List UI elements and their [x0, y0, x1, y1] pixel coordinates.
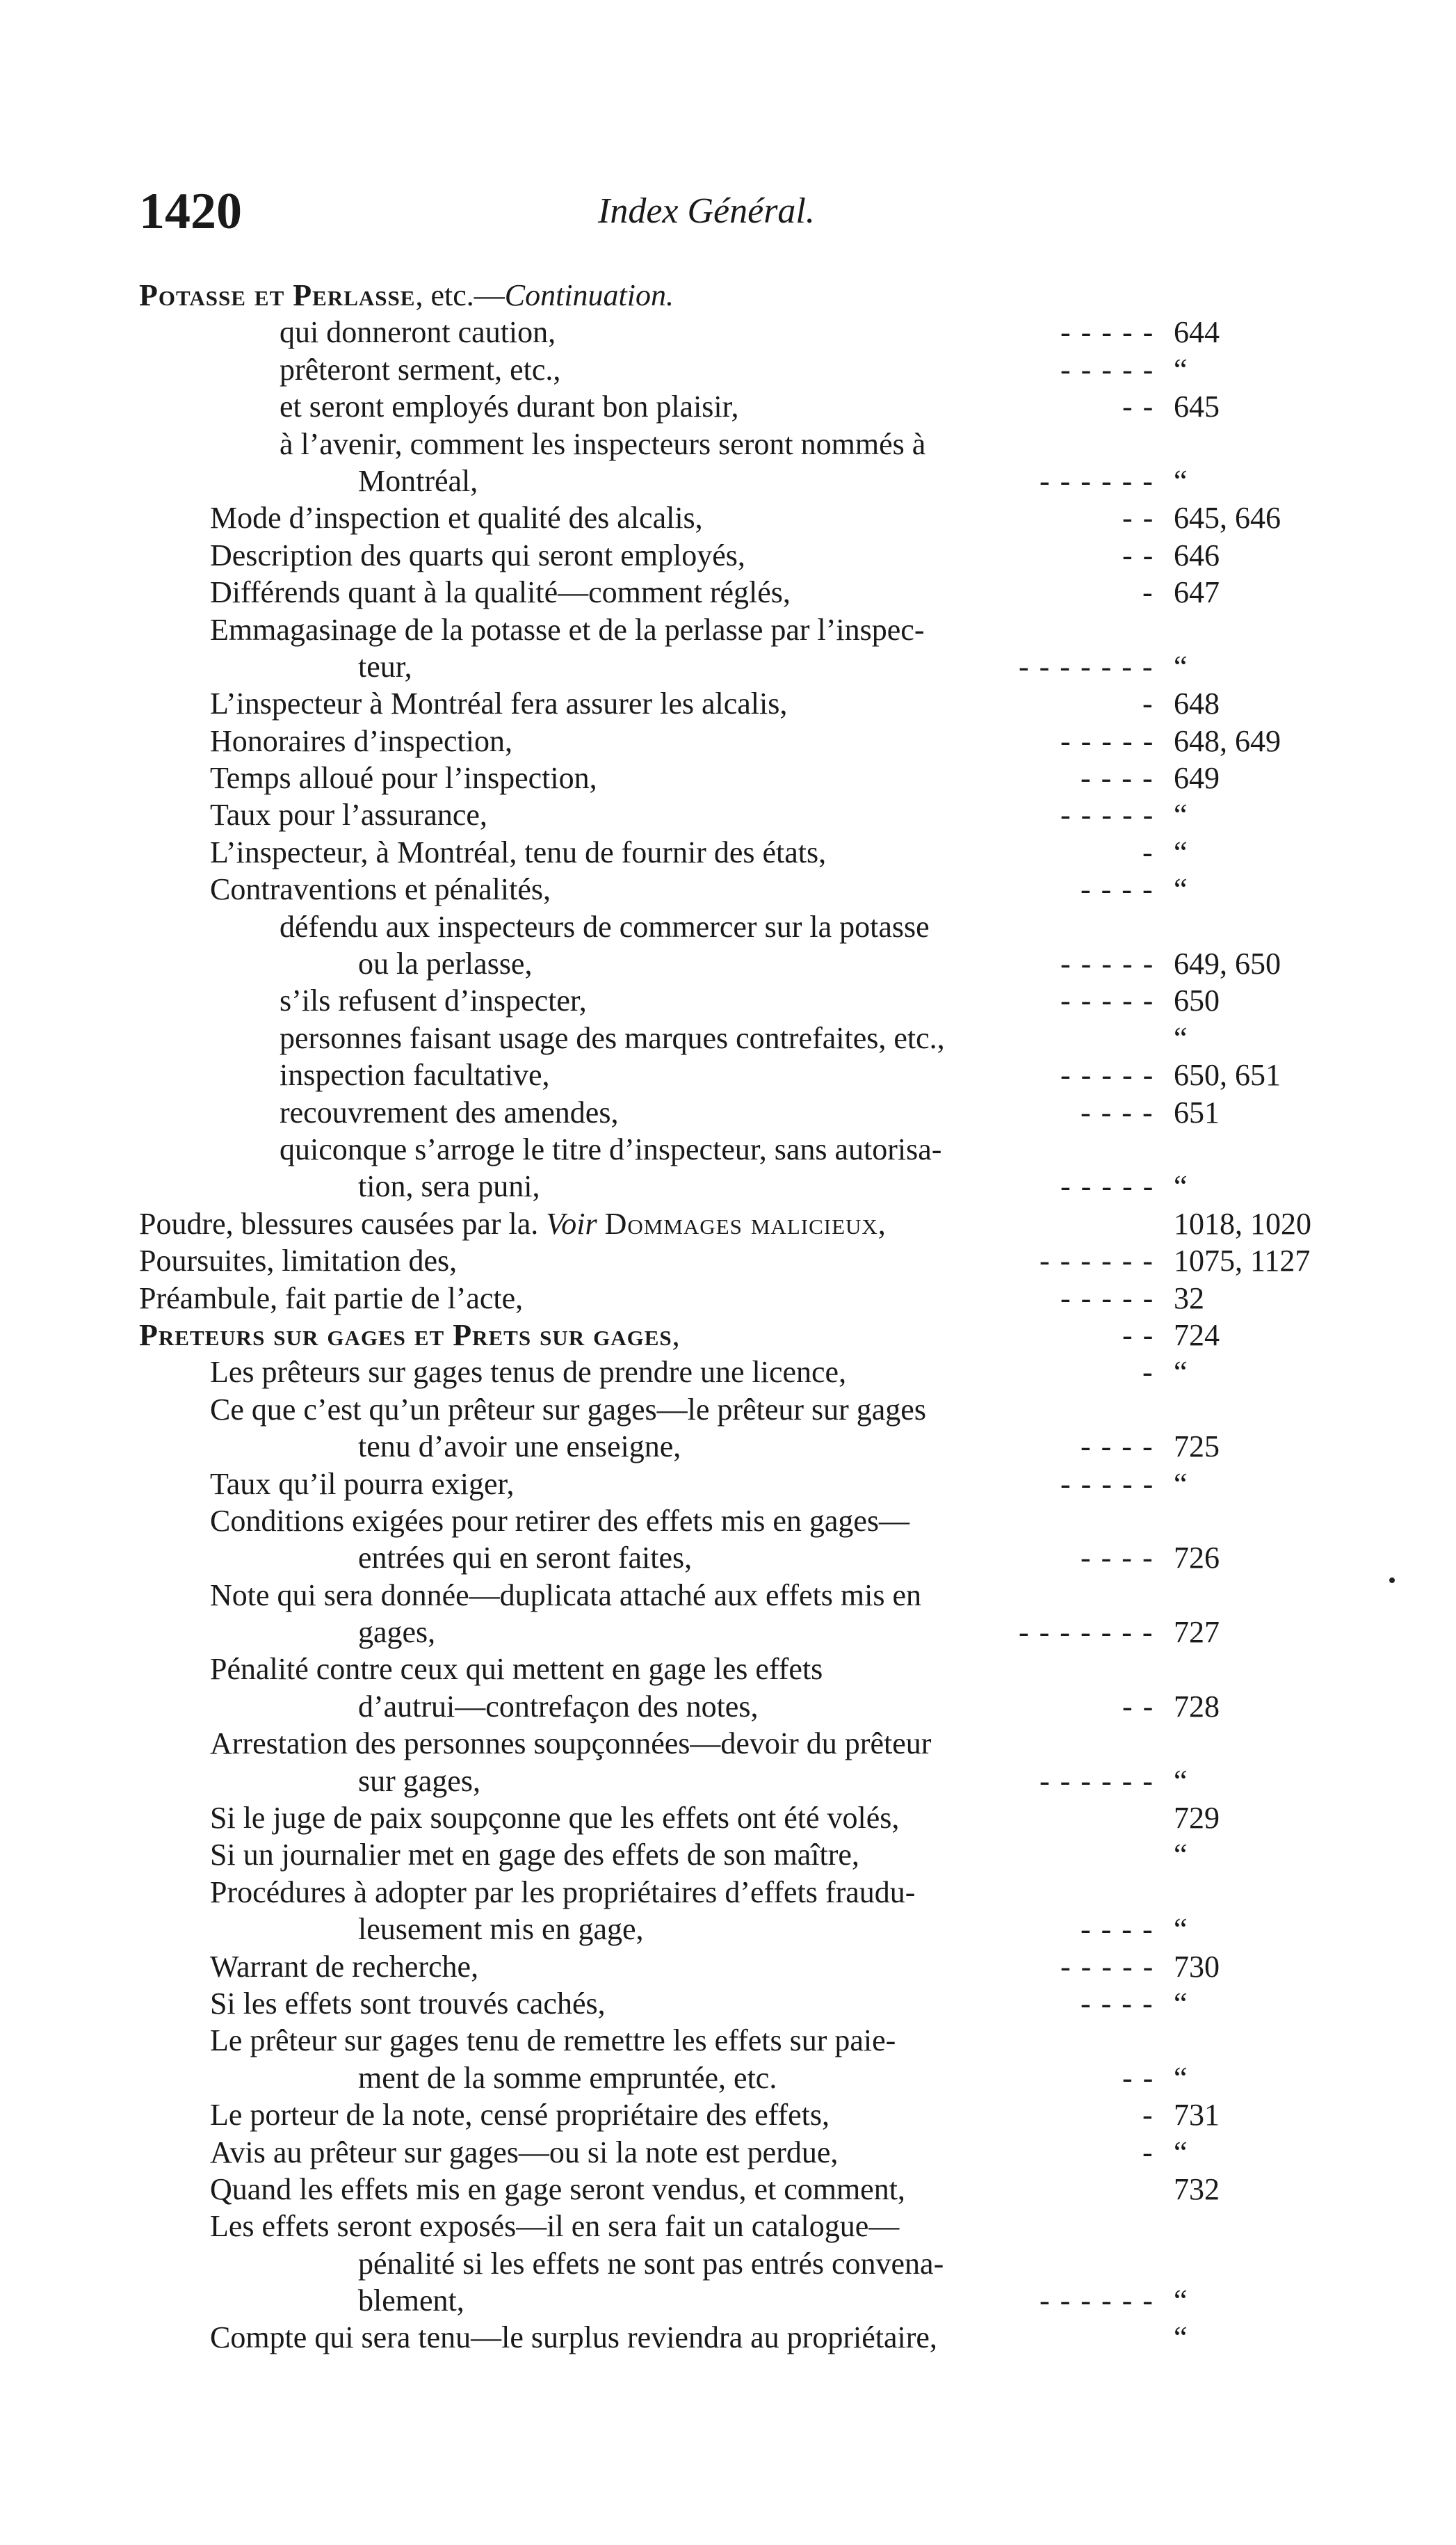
- page-reference: 1018, 1020: [1174, 1206, 1311, 1241]
- leader-dashes: - - - -: [1081, 1095, 1154, 1130]
- entry-text: personnes faisant usage des marques contrefaites, etc.,: [280, 1020, 945, 1055]
- leader-dashes: - - - - - - -: [1019, 649, 1154, 684]
- entry-text: Taux qu’il pourra exiger,: [210, 1466, 515, 1501]
- page-reference: 731: [1174, 2098, 1220, 2133]
- entry-text: Avis au prêteur sur gages—ou si la note est perdue,: [210, 2135, 839, 2169]
- index-entry: [0, 1911, 1456, 1948]
- index-entry: [0, 1577, 1456, 1614]
- entry-text: sur gages,: [358, 1763, 480, 1798]
- index-entry: [0, 2245, 1456, 2282]
- entry-text: Si le juge de paix soupçonne que les effets ont été volés,: [210, 1801, 900, 1836]
- index-entry: [0, 1985, 1456, 2022]
- leader-dashes: - -: [1122, 2060, 1155, 2095]
- page-reference: “: [1174, 1169, 1188, 1204]
- index-entry: [0, 1763, 1456, 1799]
- page-reference: 648: [1174, 687, 1220, 721]
- entry-text: Les prêteurs sur gages tenus de prendre une licence,: [210, 1355, 847, 1390]
- entry-text: quiconque s’arroge le titre d’inspecteur, sans autorisa-: [280, 1132, 942, 1166]
- index-entry: [0, 2208, 1456, 2245]
- entry-text: Poursuites, limitation des,: [139, 1244, 458, 1278]
- leader-dashes: -: [1142, 687, 1154, 721]
- page-reference: 650: [1174, 984, 1220, 1018]
- index-entry: [0, 1428, 1456, 1465]
- page-reference: 649: [1174, 761, 1220, 796]
- entry-text: Emmagasinage de la potasse et de la perlasse par l’inspec-: [210, 612, 925, 647]
- entry-text: Potasse et Perlasse, etc.—Continuation.: [139, 278, 674, 312]
- index-entry: [0, 1280, 1456, 1317]
- page-number: 1420: [139, 183, 242, 240]
- index-entry: [0, 1466, 1456, 1502]
- index-entry: [0, 463, 1456, 499]
- page-reference: “: [1174, 1355, 1188, 1390]
- page-reference: 730: [1174, 1949, 1220, 1984]
- leader-dashes: - - - -: [1081, 872, 1154, 907]
- index-entry: [0, 871, 1456, 908]
- index-entry: [0, 1688, 1456, 1725]
- index-entry: [0, 1094, 1456, 1131]
- index-entry: [0, 648, 1456, 685]
- index-entry: [0, 2282, 1456, 2319]
- page-reference: “: [1174, 352, 1188, 387]
- index-entry: [0, 2171, 1456, 2208]
- page-reference: 651: [1174, 1095, 1220, 1130]
- entry-text: Les effets seront exposés—il en sera fait un catalogue—: [210, 2209, 900, 2244]
- index-entry: [0, 277, 1456, 314]
- leader-dashes: - -: [1122, 1689, 1155, 1724]
- index-entry: [0, 1391, 1456, 1428]
- index-entry: [0, 314, 1456, 351]
- page-reference: “: [1174, 1838, 1188, 1872]
- entry-text: ment de la somme empruntée, etc.: [358, 2060, 777, 2095]
- page-reference: 1075, 1127: [1174, 1244, 1311, 1278]
- leader-dashes: - - - -: [1081, 1429, 1154, 1464]
- index-entry: [0, 685, 1456, 722]
- page-reference: “: [1174, 1763, 1188, 1798]
- entry-text: Mode d’inspection et qualité des alcalis,: [210, 501, 703, 536]
- page-reference: “: [1174, 2135, 1188, 2169]
- entry-text: Ce que c’est qu’un prêteur sur gages—le prêteur sur gages: [210, 1392, 926, 1427]
- page-reference: “: [1174, 1986, 1188, 2021]
- leader-dashes: - - - - -: [1060, 1949, 1155, 1984]
- page-reference: 645, 646: [1174, 501, 1281, 536]
- page-reference: 649, 650: [1174, 947, 1281, 981]
- entry-text: Poudre, blessures causées par la. Voir Dommages malicieux,: [139, 1206, 886, 1241]
- index-entry: [0, 1354, 1456, 1390]
- leader-dashes: -: [1142, 1355, 1154, 1390]
- page-reference: “: [1174, 835, 1188, 869]
- page-reference: 650, 651: [1174, 1058, 1281, 1093]
- entry-text: Warrant de recherche,: [210, 1949, 479, 1984]
- entry-text: et seront employés durant bon plaisir,: [280, 390, 739, 424]
- entry-text: défendu aux inspecteurs de commercer sur la potasse: [280, 909, 930, 944]
- page-reference: 646: [1174, 538, 1220, 572]
- entry-text: Différends quant à la qualité—comment réglés,: [210, 575, 791, 610]
- leader-dashes: - - - - - -: [1040, 1763, 1154, 1798]
- leader-dashes: - - - - -: [1060, 1169, 1155, 1204]
- index-entry: [0, 1948, 1456, 1985]
- index-entry: [0, 796, 1456, 833]
- leader-dashes: - - - - -: [1060, 352, 1155, 387]
- index-entry: [0, 1614, 1456, 1651]
- index-entry: [0, 1317, 1456, 1354]
- index-entry: [0, 611, 1456, 648]
- leader-dashes: - - - - -: [1060, 984, 1155, 1018]
- entry-text: leusement mis en gage,: [358, 1912, 644, 1947]
- entry-text: gages,: [358, 1615, 436, 1650]
- index-entry: [0, 1502, 1456, 1539]
- entry-text: pénalité si les effets ne sont pas entrés convena-: [358, 2246, 944, 2281]
- page-reference: “: [1174, 463, 1188, 498]
- entry-text: inspection facultative,: [280, 1058, 550, 1093]
- index-entry: [0, 2319, 1456, 2356]
- index-entry: [0, 574, 1456, 611]
- page-reference: 32: [1174, 1280, 1204, 1315]
- index-entry: [0, 2060, 1456, 2096]
- page-reference: 648, 649: [1174, 723, 1281, 758]
- page-header: [139, 182, 1321, 245]
- page-reference: 644: [1174, 315, 1220, 350]
- page-reference: “: [1174, 2283, 1188, 2318]
- leader-dashes: - - - - -: [1060, 1466, 1155, 1501]
- entry-text: ou la perlasse,: [358, 947, 533, 981]
- index-entry: [0, 1168, 1456, 1205]
- leader-dashes: - -: [1122, 1317, 1155, 1352]
- entry-text: Pénalité contre ceux qui mettent en gage les effets: [210, 1652, 823, 1687]
- leader-dashes: - - - -: [1081, 1541, 1154, 1575]
- leader-dashes: -: [1142, 575, 1154, 610]
- page-reference: 729: [1174, 1801, 1220, 1836]
- leader-dashes: - -: [1122, 538, 1155, 572]
- leader-dashes: - - - - - -: [1040, 1244, 1154, 1278]
- index-entry: [0, 945, 1456, 982]
- page-reference: 725: [1174, 1429, 1220, 1464]
- leader-dashes: - - - -: [1081, 1912, 1154, 1947]
- page-reference: 727: [1174, 1615, 1220, 1650]
- index-entry: [0, 982, 1456, 1019]
- entry-text: Si un journalier met en gage des effets de son maître,: [210, 1838, 859, 1872]
- entry-text: à l’avenir, comment les inspecteurs seront nommés à: [280, 426, 926, 461]
- index-entry: [0, 1836, 1456, 1873]
- index-entry: [0, 2096, 1456, 2133]
- leader-dashes: - - - - -: [1060, 1280, 1155, 1315]
- entry-text: Conditions exigées pour retirer des effets mis en gages—: [210, 1503, 910, 1538]
- index-entry: [0, 426, 1456, 463]
- index-entry: [0, 1539, 1456, 1576]
- index-entry: [0, 1874, 1456, 1911]
- index-entry: [0, 1020, 1456, 1057]
- entry-text: Préambule, fait partie de l’acte,: [139, 1280, 524, 1315]
- page-reference: 726: [1174, 1541, 1220, 1575]
- leader-dashes: - - - - -: [1060, 315, 1155, 350]
- page-reference: 724: [1174, 1317, 1220, 1352]
- index-entry: [0, 351, 1456, 388]
- entry-text: Procédures à adopter par les propriétaires d’effets fraudu-: [210, 1874, 916, 1909]
- index-entry: [0, 908, 1456, 945]
- leader-dashes: - - - - - - -: [1019, 1615, 1154, 1650]
- entry-text: Compte qui sera tenu—le surplus reviendra au propriétaire,: [210, 2320, 937, 2355]
- entry-text: blement,: [358, 2283, 464, 2318]
- entry-text: tion, sera puni,: [358, 1169, 540, 1204]
- leader-dashes: - -: [1122, 501, 1155, 536]
- entry-text: Quand les effets mis en gage seront vendus, et comment,: [210, 2171, 905, 2206]
- entry-text: Le porteur de la note, censé propriétaire des effets,: [210, 2098, 830, 2133]
- entry-text: L’inspecteur à Montréal fera assurer les alcalis,: [210, 687, 788, 721]
- leader-dashes: - -: [1122, 390, 1155, 424]
- index-entry: [0, 1131, 1456, 1168]
- index-entry: [0, 388, 1456, 425]
- page-title: Index Général.: [598, 191, 815, 231]
- index-entry: [0, 1205, 1456, 1242]
- entry-text: s’ils refusent d’inspecter,: [280, 984, 587, 1018]
- entry-text: Taux pour l’assurance,: [210, 798, 487, 833]
- entry-text: recouvrement des amendes,: [280, 1095, 619, 1130]
- index-entry: [0, 760, 1456, 796]
- index-entry: [0, 1057, 1456, 1093]
- index-entry: [0, 1725, 1456, 1762]
- entry-text: Temps alloué pour l’inspection,: [210, 761, 597, 796]
- index-entry: [0, 2134, 1456, 2171]
- leader-dashes: - - - - - -: [1040, 2283, 1154, 2318]
- entry-text: Le prêteur sur gages tenu de remettre les effets sur paie-: [210, 2023, 896, 2058]
- page-reference: “: [1174, 2060, 1188, 2095]
- entry-text: prêteront serment, etc.,: [280, 352, 561, 387]
- index-entry: [0, 723, 1456, 760]
- entry-text: Preteurs sur gages et Prets sur gages,: [139, 1317, 680, 1352]
- entry-text: d’autrui—contrefaçon des notes,: [358, 1689, 759, 1724]
- entry-text: teur,: [358, 649, 412, 684]
- entry-text: Note qui sera donnée—duplicata attaché aux effets mis en: [210, 1577, 922, 1612]
- entry-text: L’inspecteur, à Montréal, tenu de fournir des états,: [210, 835, 827, 869]
- page-reference: “: [1174, 649, 1188, 684]
- index-entry: [0, 537, 1456, 574]
- page-reference: 645: [1174, 390, 1220, 424]
- entry-text: qui donneront caution,: [280, 315, 556, 350]
- leader-dashes: - - - -: [1081, 1986, 1154, 2021]
- leader-dashes: - - - - -: [1060, 798, 1155, 833]
- leader-dashes: - - - -: [1081, 761, 1154, 796]
- index-entry: [0, 2022, 1456, 2059]
- entry-text: Honoraires d’inspection,: [210, 723, 512, 758]
- entry-text: Description des quarts qui seront employés,: [210, 538, 745, 572]
- page-reference: “: [1174, 872, 1188, 907]
- index-entry: [0, 499, 1456, 536]
- page-reference: “: [1174, 1466, 1188, 1501]
- page-reference: “: [1174, 2320, 1188, 2355]
- index-entry: [0, 1651, 1456, 1687]
- leader-dashes: - - - - -: [1060, 723, 1155, 758]
- entry-text: Si les effets sont trouvés cachés,: [210, 1986, 606, 2021]
- page-reference: 728: [1174, 1689, 1220, 1724]
- index-entry: [0, 1242, 1456, 1279]
- page-reference: “: [1174, 1020, 1188, 1055]
- leader-dashes: -: [1142, 2135, 1154, 2169]
- index-entry: [0, 1799, 1456, 1836]
- entry-text: Montréal,: [358, 463, 478, 498]
- leader-dashes: - - - - -: [1060, 947, 1155, 981]
- entry-text: tenu d’avoir une enseigne,: [358, 1429, 681, 1464]
- entry-text: Contraventions et pénalités,: [210, 872, 551, 907]
- index-entries: [0, 277, 1456, 2357]
- leader-dashes: -: [1142, 2098, 1154, 2133]
- page-reference: 647: [1174, 575, 1220, 610]
- page-reference: “: [1174, 798, 1188, 833]
- entry-text: entrées qui en seront faites,: [358, 1541, 693, 1575]
- stray-mark: [1389, 1577, 1395, 1583]
- entry-text: Arrestation des personnes soupçonnées—devoir du prêteur: [210, 1726, 932, 1761]
- leader-dashes: - - - - -: [1060, 1058, 1155, 1093]
- leader-dashes: - - - - - -: [1040, 463, 1154, 498]
- index-entry: [0, 834, 1456, 871]
- page-reference: “: [1174, 1912, 1188, 1947]
- leader-dashes: -: [1142, 835, 1154, 869]
- page-reference: 732: [1174, 2171, 1220, 2206]
